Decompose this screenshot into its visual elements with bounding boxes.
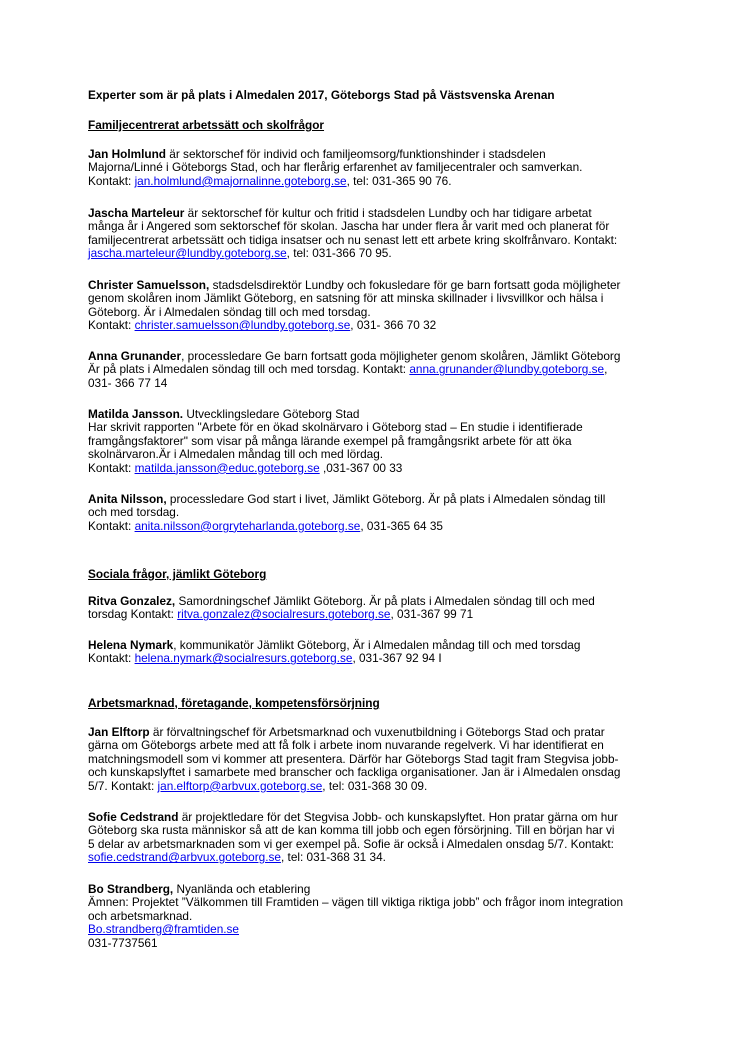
expert-entry-jan-holmlund: Jan Holmlund är sektorschef för individ och familjeomsorg/funktionshinder i stadsdelen Majorna/Linné i Göteborgs Stad, och har flerårig erfarenhet av familjecentraler och samverkan. Kontakt: jan.holmlund@majornalinne.goteborg.se, tel: 031-365 90 76. [88,147,583,188]
email-link[interactable]: anna.grunander@lundby.goteborg.se [409,362,605,377]
expert-entry-ritva-gonzalez: Ritva Gonzalez, Samordningschef Jämlikt Göteborg. Är på plats i Almedalen söndag till och med torsdag Kontakt: ritva.gonzalez@socialresurs.goteborg.se, 031-367 99 71 [88,594,595,622]
document-title: Experter som är på plats i Almedalen 2017, Göteborgs Stad på Västsvenska Arenan [88,88,555,102]
section-heading-labour: Arbetsmarknad, företagande, kompetensförsörjning [88,696,380,710]
expert-name: Ritva Gonzalez, [88,594,176,608]
email-link[interactable]: jascha.marteleur@lundby.goteborg.se [88,246,287,261]
expert-entry-anna-grunander: Anna Grunander, processledare Ge barn fortsatt goda möjligheter genom skolåren, Jämlikt Göteborg Är på plats i Almedalen söndag till och med torsdag. Kontakt: anna.grunander@lundby.goteborg.se, 031- 366 77 14 [88,349,621,390]
email-link[interactable]: jan.holmlund@majornalinne.goteborg.se [134,173,347,188]
expert-name: Bo Strandberg, [88,882,174,896]
expert-name: Jan Elftorp [88,725,150,739]
section-heading-family: Familjecentrerat arbetssätt och skolfrågor [88,118,325,132]
expert-entry-helena-nymark: Helena Nymark, kommunikatör Jämlikt Göteborg, Är i Almedalen måndag till och med torsdag Kontakt: helena.nymark@socialresurs.goteborg.se, 031-367 92 94 I [88,638,581,666]
email-link[interactable]: christer.samuelsson@lundby.goteborg.se [134,318,351,333]
email-link[interactable]: sofie.cedstrand@arbvux.goteborg.se [88,850,281,865]
expert-name: Sofie Cedstrand [88,810,179,824]
email-link[interactable]: anita.nilsson@orgryteharlanda.goteborg.se [134,518,361,533]
expert-entry-jan-elftorp: Jan Elftorp är förvaltningschef för Arbetsmarknad och vuxenutbildning i Göteborgs Stad och pratar gärna om Göteborgs arbete med att få folk i arbete inom nuvarande regelverk. Vi har identifierat en matchningsmodell som vi kommer att presentera. Därför har Göteborgs Stad tagit fram Stegvisa jobb- och kunskapslyftet i samarbete med branscher och fackliga organisationer. Jan är i Almedalen onsdag 5/7. Kontakt: jan.elftorp@arbvux.goteborg.se, tel: 031-368 30 09. [88,725,621,793]
expert-entry-jascha-marteleur: Jascha Marteleur är sektorschef för kultur och fritid i stadsdelen Lundby och har tidigare arbetat många år i Angered som sektorschef för skolan. Jascha har under flera år varit med och planerat för familjecentrerat arbetssätt och tidiga insatser och nu senast lett ett arbete kring skolfrånvaro. Kontakt: jascha.marteleur@lundby.goteborg.se, tel: 031-366 70 95. [88,206,618,261]
expert-name: Anita Nilsson, [88,492,167,506]
expert-name: Matilda Jansson. [88,407,184,421]
expert-entry-anita-nilsson: Anita Nilsson, processledare God start i livet, Jämlikt Göteborg. Är på plats i Almedalen söndag till och med torsdag. Kontakt: anita.nilsson@orgryteharlanda.goteborg.se, 031-365 64 35 [88,492,606,533]
email-link[interactable]: ritva.gonzalez@socialresurs.goteborg.se [177,607,391,622]
expert-name: Jascha Marteleur [88,206,185,220]
expert-entry-sofie-cedstrand: Sofie Cedstrand är projektledare för det Stegvisa Jobb- och kunskapslyftet. Hon pratar gärna om hur Göteborg ska rusta människor så att de kan komma till jobb och egen försörjning. Till en början har vi 5 delar av arbetsmarknaden som vi ger exempel på. Sofie är också i Almedalen onsdag 5/7. Kontakt: sofie.cedstrand@arbvux.goteborg.se, tel: 031-368 31 34. [88,810,618,865]
expert-entry-bo-strandberg: Bo Strandberg, Nyanlända och etablering Ämnen: Projektet ”Välkommen till Framtiden – vägen till viktiga riktiga jobb” och frågor inom integration och arbetsmarknad. Bo.strandberg@framtiden.se 031-7737561 [88,882,624,950]
expert-name: Christer Samuelsson, [88,278,210,292]
expert-entry-matilda-jansson: Matilda Jansson. Utvecklingsledare Göteborg Stad Har skrivit rapporten "Arbete för en ökad skolnärvaro i Göteborg stad – En studie i identifierade framgångsfaktorer" som visar på många lärande exempel på framgångsrikt arbete för att öka skolnärvaron.Är i Almedalen måndag till och med lördag. Kontakt: matilda.jansson@educ.goteborg.se ,031-367 00 33 [88,407,583,475]
expert-entry-christer-samuelsson: Christer Samuelsson, stadsdelsdirektör Lundby och fokusledare för ge barn fortsatt goda möjligheter genom skolåren inom Jämlikt Göteborg, en satsning för att minska skillnader i livsvillkor och hälsa i Göteborg. Är i Almedalen söndag till och med torsdag. Kontakt: christer.samuelsson@lundby.goteborg.se, 031- 366 70 32 [88,278,621,333]
email-link[interactable]: Bo.strandberg@framtiden.se [88,922,239,937]
email-link[interactable]: helena.nymark@socialresurs.goteborg.se [134,651,353,666]
email-link[interactable]: matilda.jansson@educ.goteborg.se [134,460,320,475]
email-link[interactable]: jan.elftorp@arbvux.goteborg.se [157,778,323,793]
expert-name: Helena Nymark [88,638,174,652]
expert-name: Jan Holmlund [88,147,166,161]
expert-name: Anna Grunander [88,349,182,363]
section-heading-social: Sociala frågor, jämlikt Göteborg [88,567,267,581]
